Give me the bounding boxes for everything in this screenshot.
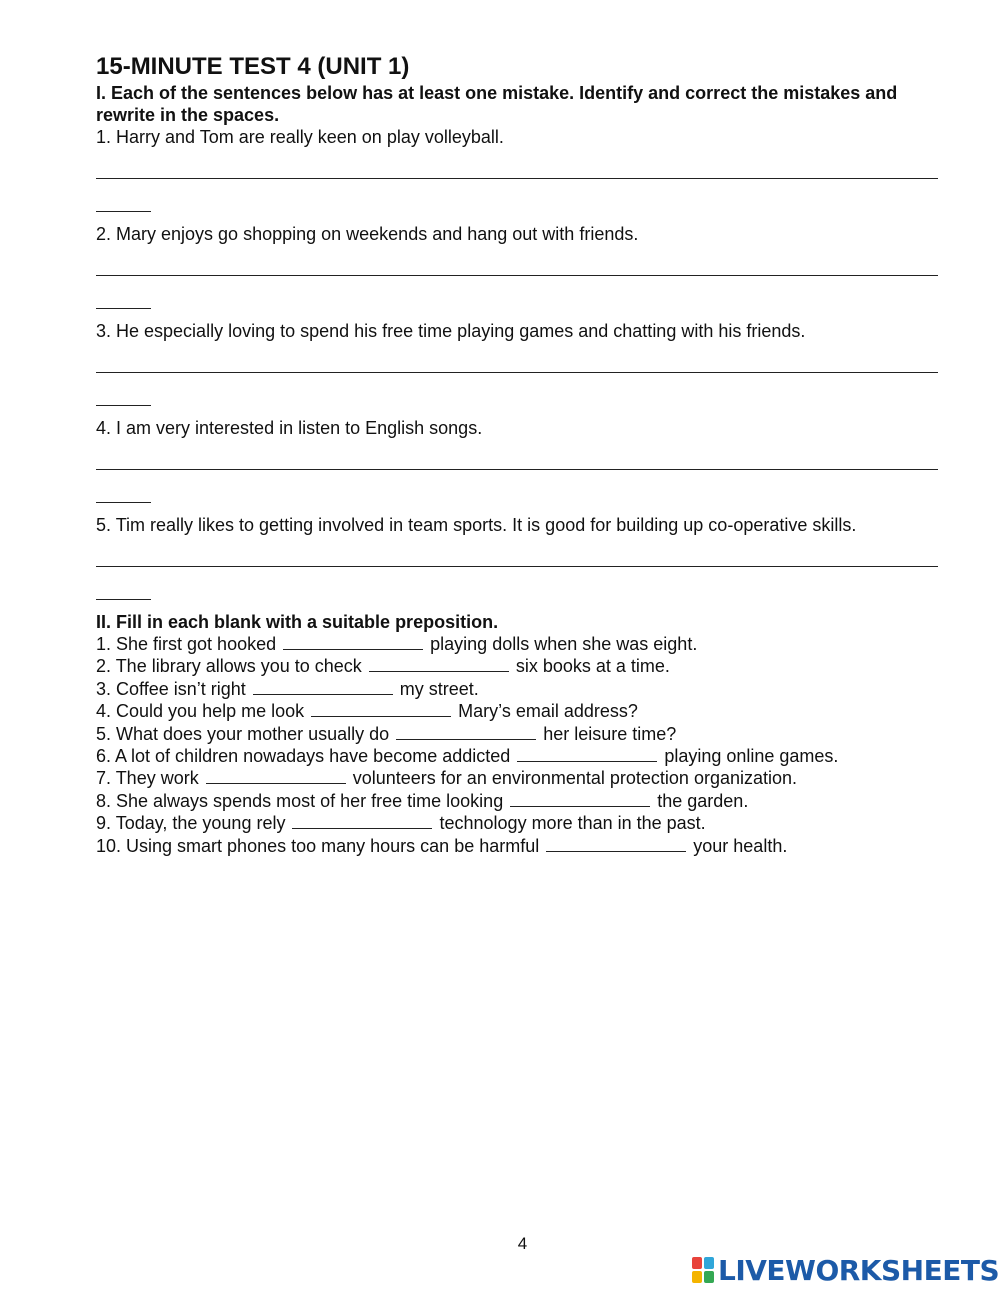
liveworksheets-logo[interactable] <box>692 1255 999 1285</box>
item-text-after: playing dolls when she was eight. <box>430 634 698 654</box>
item-text-after: your health. <box>693 835 788 856</box>
answer-line[interactable] <box>96 275 938 276</box>
blank-input[interactable] <box>283 633 423 650</box>
section1-item <box>96 126 946 212</box>
section1-instruction: I. Each of the sentences below has at least one mistake. Identify and correct the mistakes and rewrite in the spaces. <box>96 83 898 125</box>
blank-input[interactable] <box>253 678 393 695</box>
item-text-before: 7. They work <box>96 768 199 789</box>
item-text-before: 5. What does your mother usually do <box>96 723 390 744</box>
fill-blank-item <box>96 655 946 677</box>
answer-line[interactable] <box>96 566 938 567</box>
item-text-before: 6. A lot of children nowadays have become addicted <box>96 746 511 767</box>
logo-square-yellow <box>692 1271 702 1283</box>
fill-blank-item <box>96 723 946 745</box>
answer-line-continuation[interactable] <box>96 405 151 406</box>
fill-blank-item <box>96 633 946 655</box>
item-text-before: 9. Today, the young rely <box>96 813 286 834</box>
section1-item <box>96 514 946 600</box>
item-text-before: 1. She first got hooked <box>96 634 277 654</box>
blank-input[interactable] <box>206 767 346 784</box>
fill-blank-item <box>96 835 946 857</box>
fill-blank-item <box>96 678 946 700</box>
blank-input[interactable] <box>546 835 686 852</box>
item-text-before: 8. She always spends most of her free time looking <box>96 790 504 811</box>
item-text-after: her leisure time? <box>543 723 677 744</box>
blank-input[interactable] <box>517 745 657 762</box>
item-text-after: Mary’s email address? <box>458 701 638 722</box>
logo-square-green <box>704 1271 714 1283</box>
blank-input[interactable] <box>311 700 451 717</box>
section1-item <box>96 417 946 503</box>
item-text-after: technology more than in the past. <box>439 813 706 834</box>
fill-blank-item <box>96 790 946 812</box>
section1-sentence: 3. He especially loving to spend his free time playing games and chatting with his friends. <box>96 321 806 341</box>
logo-square-red <box>692 1257 702 1269</box>
section1-item <box>96 223 946 309</box>
page-title: 15-MINUTE TEST 4 (UNIT 1) <box>96 53 410 80</box>
item-text-after: volunteers for an environmental protection organization. <box>352 768 798 789</box>
blank-input[interactable] <box>369 655 509 672</box>
item-text-before: 3. Coffee isn’t right <box>96 678 246 699</box>
answer-line-continuation[interactable] <box>96 308 151 309</box>
section1-sentence: 5. Tim really likes to getting involved in team sports. It is good for building up co-operative skills. <box>96 515 857 535</box>
item-text-after: my street. <box>399 678 479 699</box>
liveworksheets-logo-icon <box>692 1257 714 1283</box>
page-number: 4 <box>517 1234 528 1253</box>
logo-square-blue <box>704 1257 714 1269</box>
answer-line-continuation[interactable] <box>96 599 151 600</box>
fill-blank-item <box>96 812 946 834</box>
item-text-before: 4. Could you help me look <box>96 701 305 722</box>
logo-text: LIVEWORKSHEETS <box>718 1253 1000 1287</box>
section1-sentence: 4. I am very interested in listen to English songs. <box>96 418 483 438</box>
answer-line[interactable] <box>96 469 938 470</box>
item-text-before: 10. Using smart phones too many hours can be harmful <box>96 835 540 856</box>
fill-blank-item <box>96 700 946 722</box>
item-text-after: the garden. <box>657 790 749 811</box>
section1-sentence: 1. Harry and Tom are really keen on play volleyball. <box>96 127 504 147</box>
answer-line-continuation[interactable] <box>96 502 151 503</box>
section1-sentence: 2. Mary enjoys go shopping on weekends and hang out with friends. <box>96 224 639 244</box>
section2-instruction: II. Fill in each blank with a suitable preposition. <box>96 612 499 632</box>
section1-item <box>96 320 946 406</box>
blank-input[interactable] <box>292 812 432 829</box>
worksheet-page <box>96 52 946 857</box>
blank-input[interactable] <box>510 790 650 807</box>
answer-line[interactable] <box>96 372 938 373</box>
item-text-before: 2. The library allows you to check <box>96 656 362 677</box>
answer-line[interactable] <box>96 178 938 179</box>
item-text-after: playing online games. <box>664 746 839 767</box>
fill-blank-item <box>96 745 946 767</box>
blank-input[interactable] <box>396 723 536 740</box>
answer-line-continuation[interactable] <box>96 211 151 212</box>
section2 <box>96 611 946 857</box>
item-text-after: six books at a time. <box>515 656 670 677</box>
fill-blank-item <box>96 767 946 789</box>
